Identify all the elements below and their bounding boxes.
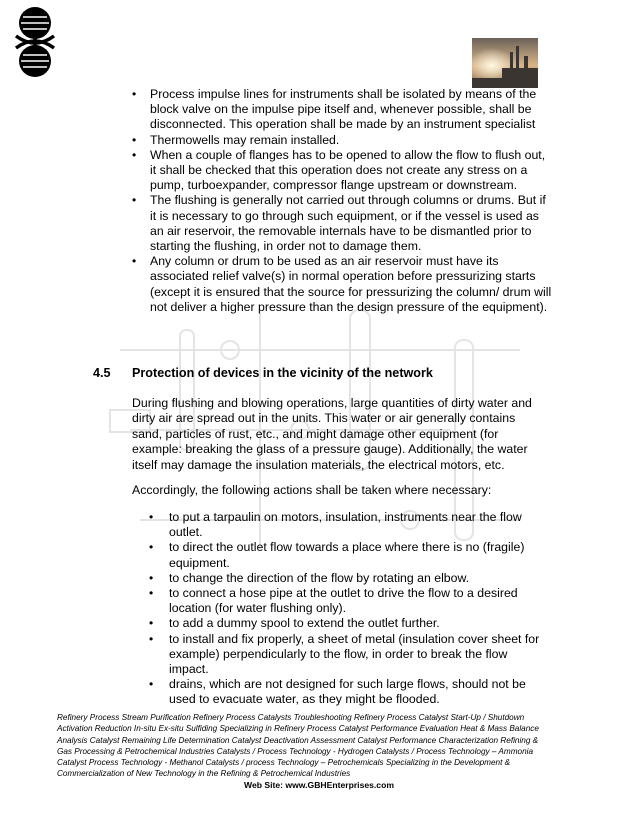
list-item: • to connect a hose pipe at the outlet to drive the flow to a desired location (for water flushing only).: [149, 586, 518, 616]
list-item: • to install and fix properly, a sheet of metal (insulation cover sheet for example) perpendicularly to the flow, in order to break the flow impact.: [149, 631, 540, 677]
footer-services-text: Refinery Process Stream Purification Refinery Process Catalysts Troubleshooting Refinery Process Catalyst Start-Up / Shutdown Activation Reduction In-situ Ex-situ Sulfiding Specializing in Refinery Process Catalyst Performance Evaluation Heat & Mass Balance Analysis Catalyst Remaining Life Determination Catalyst Deactivation Assessment Catalyst Performance Characterization Refining & Gas Processing & Petrochemical Industries Catalysts / Process Technology - Hydrogen Catalysts / Process Technology – Ammonia Catalyst Process Technology - Methanol Catalysts / process Technology – Petrochemicals Specializing in the Development & Commercialization of New Technology in the Refining & Petrochemical Industries: [57, 713, 539, 779]
list-item: • Thermowells may remain installed.: [132, 132, 340, 147]
section-title: Protection of devices in the vicinity of the network: [132, 366, 433, 380]
list-item: • to put a tarpaulin on motors, insulation, instruments near the flow outlet.: [149, 510, 522, 540]
paragraph-intro: During flushing and blowing operations, large quantities of dirty water and dirty air are spread out in the units. This water or air generally contains sand, particles of rust, etc., and might damage other equipment (for example: breaking the glass of a pressure gauge). Additionally, the water itself may damage the insulation materials, the electrical motors, etc.: [132, 396, 532, 472]
list-item: • Any column or drum to be used as an air reservoir must have its associated relief valve(s) in normal operation before pressurizing starts (except it is ensured that the source for pressurizing the column/ drum will not deliver a higher pressure than the design pressure of the equipment).: [132, 254, 552, 314]
list-item: • to add a dummy spool to extend the outlet further.: [149, 616, 440, 631]
list-item: • to direct the outlet flow towards a place where there is no (fragile) equipment.: [149, 540, 525, 570]
list-item: • to change the direction of the flow by rotating an elbow.: [149, 570, 470, 585]
actions-bullet-list: [149, 510, 544, 708]
section-heading: [93, 366, 433, 380]
section-number: 4.5: [93, 366, 111, 380]
refinery-photo: [472, 38, 538, 88]
website-link[interactable]: Web Site: www.GBHEnterprises.com: [244, 780, 394, 790]
list-item: • Process impulse lines for instruments shall be isolated by means of the block valve on the impulse pipe itself and, whenever possible, shall be disconnected. This operation shall be made by an instrument specialist: [132, 87, 537, 132]
gbh-logo-icon: [12, 6, 58, 78]
paragraph-actions-intro: Accordingly, the following actions shall be taken where necessary:: [132, 483, 492, 497]
list-item: • The flushing is generally not carried out through columns or drums. But if it is necessary to go through such equipment, or if the vessel is used as an air reservoir, the removable internals have to be dismantled prior to starting the flushing, in order not to damage them.: [132, 193, 546, 254]
top-bullet-list: [132, 87, 552, 315]
list-item: • When a couple of flanges has to be opened to allow the flow to flush out, it shall be checked that this operation does not create any stress on a pump, turboexpander, compressor flange upstream or downstream.: [132, 147, 546, 193]
list-item: • drains, which are not designed for such large flows, should not be used to evacuate water, as they might be flooded.: [149, 677, 526, 707]
